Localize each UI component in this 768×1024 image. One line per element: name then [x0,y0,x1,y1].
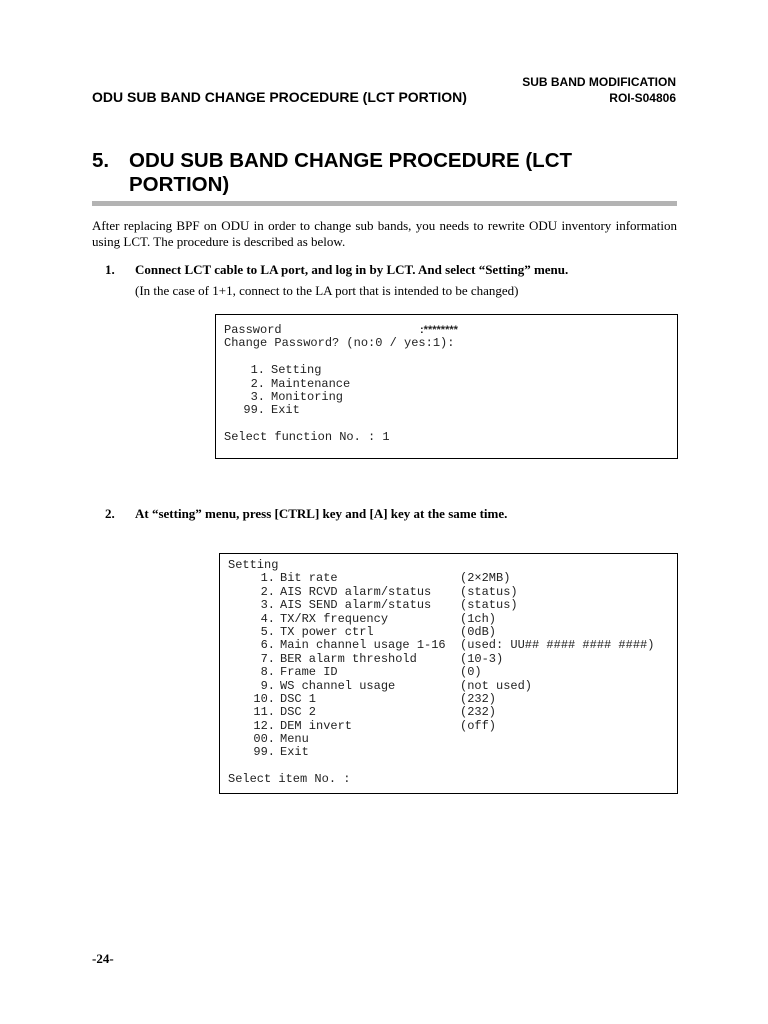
setting-item-label: TX power ctrl [280,624,374,639]
step-text: At “setting” menu, press [CTRL] key and [A] key at the same time. [135,506,508,521]
setting-item-number: 9. [260,678,275,693]
setting-item [228,693,669,706]
setting-item-value: (0dB) [460,624,497,639]
setting-item-number: 99. [253,745,275,760]
setting-item-value: (232) [460,705,497,720]
setting-item-number: 3. [260,598,275,613]
step-1-note: (In the case of 1+1, connect to the LA port that is intended to be changed) [135,283,519,298]
setting-item-value: (status) [460,598,518,613]
setting-item-value: (off) [460,718,497,733]
select-item-prompt: Select item No. : [228,772,351,787]
setting-item [228,572,669,585]
setting-item-label: Menu [280,732,309,747]
setting-item [228,680,669,693]
setting-item-label: Frame ID [280,665,338,680]
menu-item: 1. Setting [250,363,322,378]
terminal-setting-screen [219,553,678,794]
setting-item-value [460,746,669,759]
step-text: Connect LCT cable to LA port, and log in by LCT. And select “Setting” menu. [135,262,569,277]
intro-paragraph: After replacing BPF on ODU in order to change sub bands, you needs to rewrite ODU inventory information using LCT. The procedure is described as below. [92,218,677,249]
setting-item-value: (2×2MB) [460,571,511,586]
setting-item [228,733,669,746]
setting-title: Setting [228,558,279,572]
terminal-login-screen [215,314,678,459]
setting-item-label: Main channel usage 1-16 [280,638,446,653]
setting-items [228,572,669,759]
setting-item-number: 11. [253,705,275,720]
setting-item [228,666,669,679]
section-heading [92,149,677,197]
doc-title: SUB BAND MODIFICATION [522,75,676,89]
setting-item [228,653,669,666]
menu-item: 99. Exit [243,403,300,418]
setting-item-value: (232) [460,691,497,706]
setting-item [228,720,669,733]
menu-item: 3. Monitoring [250,389,344,404]
setting-item-number: 10. [253,691,275,706]
setting-item-value: (not used) [460,678,533,693]
menu-item: 2. Maintenance [250,376,351,391]
change-password-prompt: Change Password? (no:0 / yes:1): [224,336,455,351]
setting-item-label: Exit [280,745,309,760]
doc-id: ROI-S04806 [609,91,676,105]
setting-item-number: 8. [260,665,275,680]
setting-item-number: 00. [253,732,275,747]
running-section-title: ODU SUB BAND CHANGE PROCEDURE (LCT PORTION) [92,89,467,105]
setting-item [228,599,669,612]
setting-item [228,746,669,759]
setting-item-number: 6. [260,638,275,653]
setting-item-value: (10-3) [460,651,504,666]
setting-item [228,613,669,626]
step-2 [105,506,677,522]
setting-item-value: (status) [460,584,518,599]
select-function-prompt: Select function No. : 1 [224,430,390,445]
setting-item-value: (used: UU## #### #### ####) [460,638,655,653]
setting-item-label: DSC 1 [280,691,317,706]
heading-rule [92,201,677,206]
setting-item [228,639,669,652]
setting-item-value: (0) [460,665,482,680]
step-number: 2. [105,506,115,521]
setting-item-label: TX/RX frequency [280,611,389,626]
setting-item [228,626,669,639]
setting-item-number: 4. [260,611,275,626]
setting-item-number: 2. [260,584,275,599]
password-label: Password [224,323,282,337]
setting-item [228,706,669,719]
setting-item-label: DSC 2 [280,705,317,720]
setting-item-label: AIS RCVD alarm/status [280,584,432,599]
step-number: 1. [105,262,115,277]
setting-item-label: DEM invert [280,718,353,733]
setting-item-label: WS channel usage [280,678,396,693]
section-title: ODU SUB BAND CHANGE PROCEDURE (LCT PORTION) [129,149,573,196]
step-1 [105,262,677,278]
setting-item-label: BER alarm threshold [280,651,417,666]
setting-item-value: (1ch) [460,611,497,626]
setting-item-label: AIS SEND alarm/status [280,598,432,613]
setting-item-number: 5. [260,624,275,639]
setting-item-number: 1. [260,571,275,586]
setting-item-value [460,733,669,746]
password-line [224,324,669,337]
page-number: -24- [92,951,114,966]
setting-item-number: 12. [253,718,275,733]
setting-item-label: Bit rate [280,571,338,586]
setting-item-number: 7. [260,651,275,666]
password-value: :******** [420,324,458,336]
setting-item [228,586,669,599]
section-number: 5. [92,149,110,172]
